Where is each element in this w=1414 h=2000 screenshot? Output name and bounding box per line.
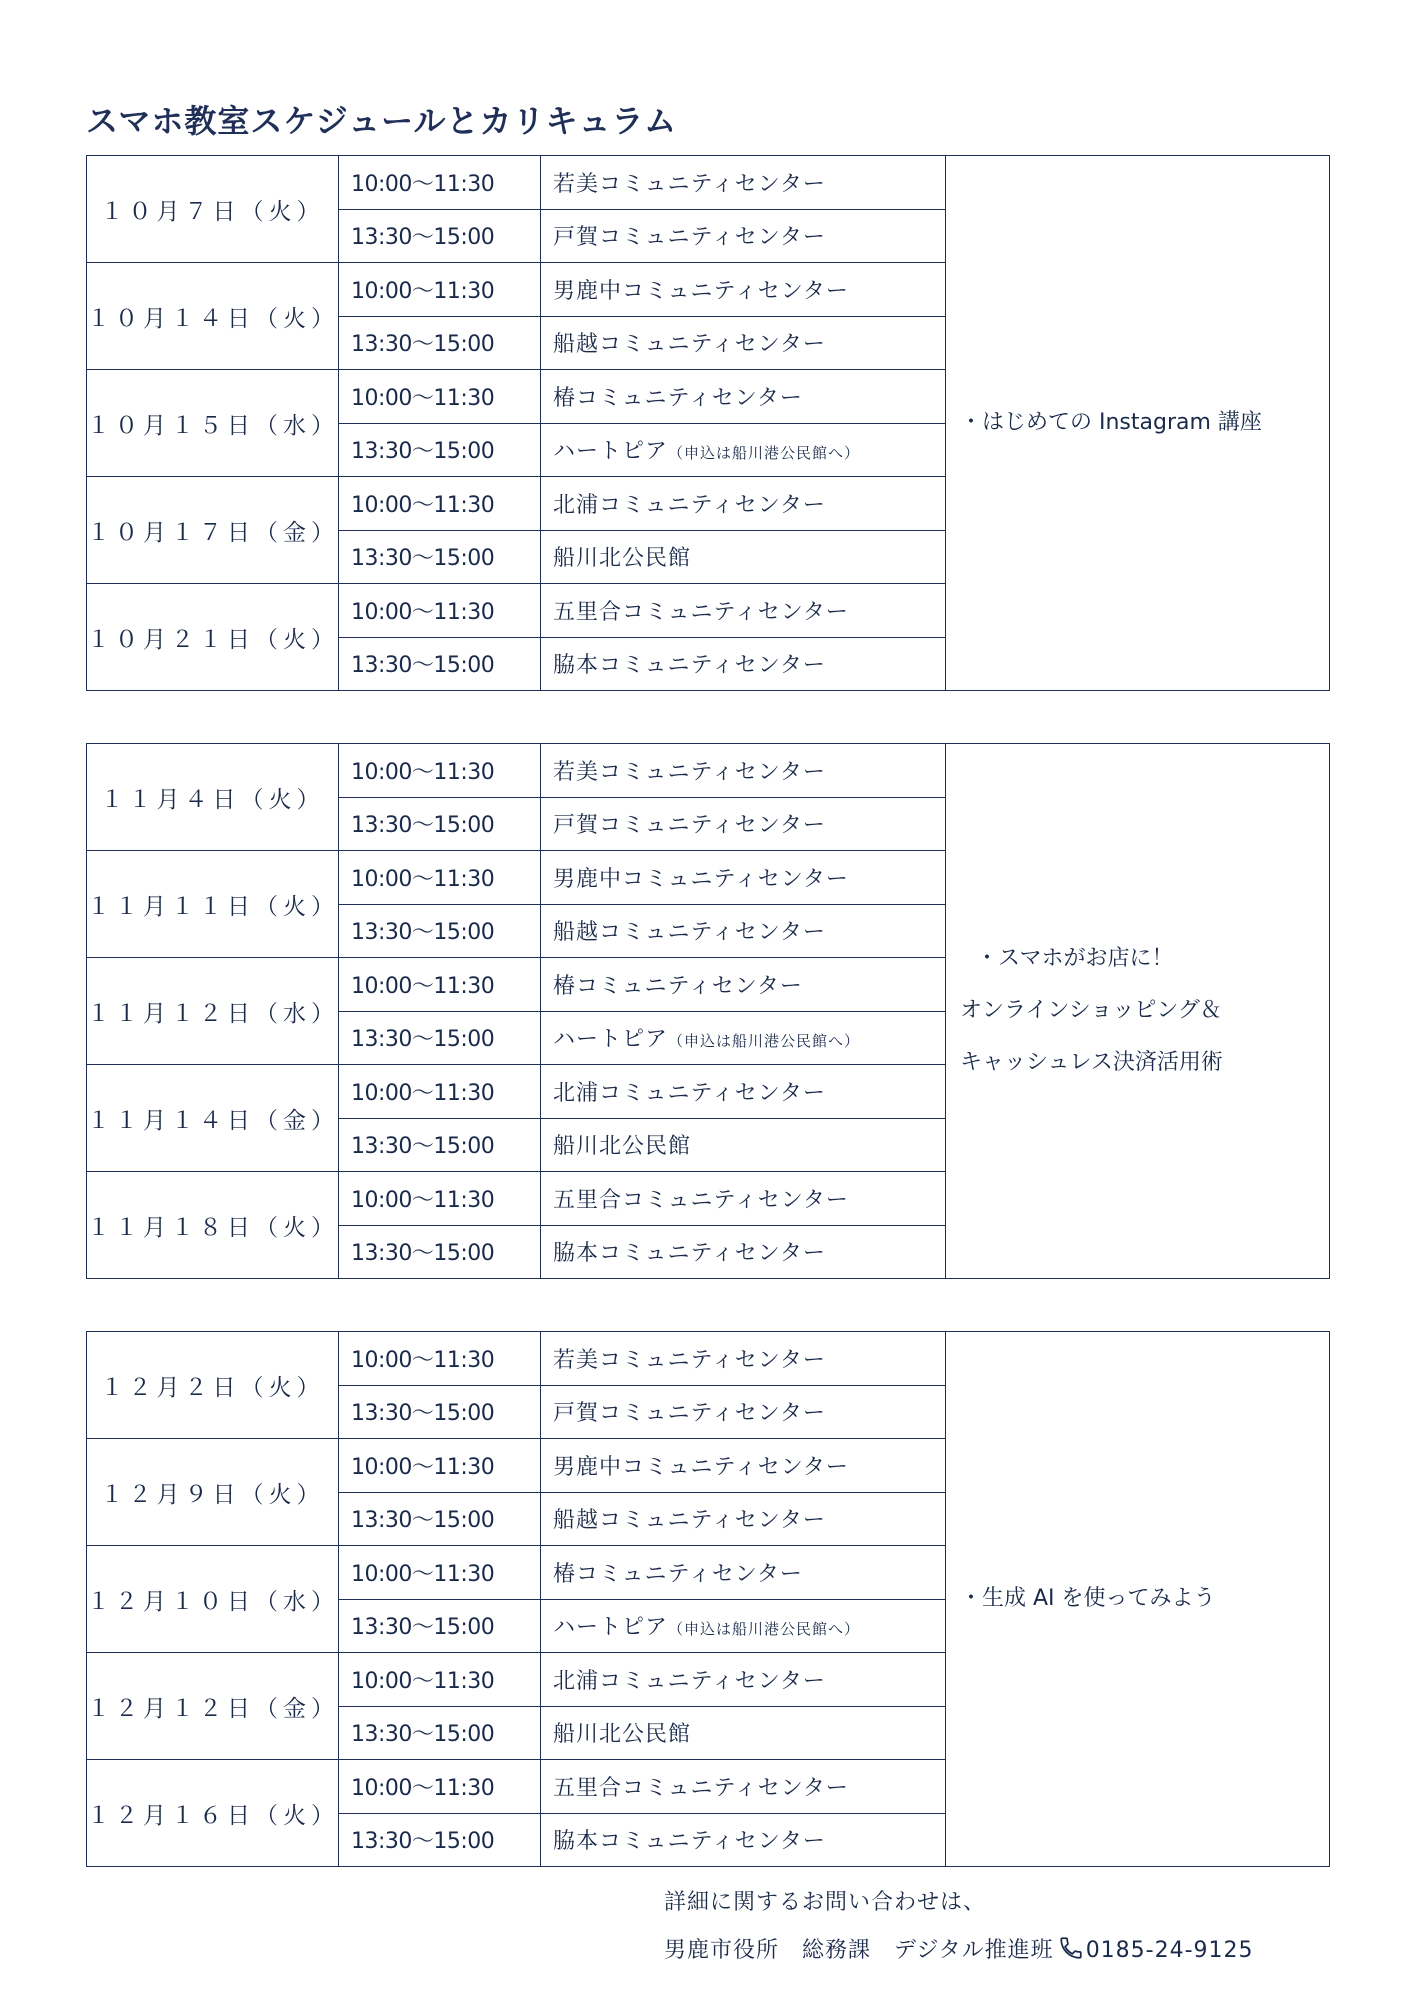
phone-icon <box>1058 1935 1084 1967</box>
venue-cell <box>541 1492 946 1546</box>
venue-name: 脇本コミュニティセンター <box>553 653 826 679</box>
contact-organization: 男鹿市役所 総務課 デジタル推進班 <box>664 1938 1054 1963</box>
venue-cell <box>541 1760 946 1814</box>
time-cell: 13:30〜15:00 <box>339 1599 541 1653</box>
curriculum-topic <box>946 156 1330 691</box>
venue-name: 戸賀コミュニティセンター <box>553 1401 826 1427</box>
time-cell: 10:00〜11:30 <box>339 851 541 905</box>
table-row <box>87 156 1330 210</box>
venue-note: （申込は船川港公民館へ） <box>668 1032 861 1051</box>
time-cell: 10:00〜11:30 <box>339 1332 541 1386</box>
date-cell: １１月１８日（火） <box>87 1172 339 1279</box>
venue-cell <box>541 851 946 905</box>
venue-name: 船川北公民館 <box>553 546 692 572</box>
venue-name: 椿コミュニティセンター <box>553 1561 803 1587</box>
venue-name: 戸賀コミュニティセンター <box>553 813 826 839</box>
date-cell: １１月１１日（火） <box>87 851 339 958</box>
venue-name: 脇本コミュニティセンター <box>553 1241 826 1267</box>
time-cell: 10:00〜11:30 <box>339 1760 541 1814</box>
time-cell: 10:00〜11:30 <box>339 1653 541 1707</box>
time-cell: 13:30〜15:00 <box>339 1813 541 1867</box>
topic-line: ・はじめての Instagram 講座 <box>960 410 1262 435</box>
venue-name: 船越コミュニティセンター <box>553 920 826 946</box>
time-cell: 13:30〜15:00 <box>339 1011 541 1065</box>
curriculum-topic <box>946 1332 1330 1867</box>
date-cell: １２月２日（火） <box>87 1332 339 1439</box>
schedule-table-october <box>86 155 1330 691</box>
venue-cell <box>541 1599 946 1653</box>
venue-name: 脇本コミュニティセンター <box>553 1829 826 1855</box>
time-cell: 13:30〜15:00 <box>339 1492 541 1546</box>
date-cell: １１月１４日（金） <box>87 1065 339 1172</box>
venue-cell <box>541 316 946 370</box>
venue-cell <box>541 1385 946 1439</box>
time-cell: 10:00〜11:30 <box>339 958 541 1012</box>
venue-name: 若美コミュニティセンター <box>553 759 826 785</box>
venue-name: 船越コミュニティセンター <box>553 1508 826 1534</box>
venue-name: 船川北公民館 <box>553 1134 692 1160</box>
venue-cell <box>541 530 946 584</box>
topic-line: キャッシュレス決済活用術 <box>960 1050 1223 1075</box>
time-cell: 10:00〜11:30 <box>339 744 541 798</box>
venue-note: （申込は船川港公民館へ） <box>668 444 861 463</box>
date-cell: １０月１７日（金） <box>87 477 339 584</box>
topic-line: ・生成 AI を使ってみよう <box>960 1586 1216 1611</box>
venue-cell <box>541 477 946 531</box>
contact-intro: 詳細に関するお問い合わせは、 <box>664 1890 987 1915</box>
time-cell: 10:00〜11:30 <box>339 1172 541 1226</box>
topic-line: ・スマホがお店に！ <box>976 946 1174 971</box>
date-cell: １２月１０日（水） <box>87 1546 339 1653</box>
table-row <box>87 1332 1330 1386</box>
time-cell: 10:00〜11:30 <box>339 370 541 424</box>
venue-name: 北浦コミュニティセンター <box>553 492 826 518</box>
schedule-table-december <box>86 1331 1330 1867</box>
venue-name: 若美コミュニティセンター <box>553 1347 826 1373</box>
venue-cell <box>541 156 946 210</box>
venue-name: 北浦コミュニティセンター <box>553 1668 826 1694</box>
venue-cell <box>541 1439 946 1493</box>
venue-cell <box>541 370 946 424</box>
venue-name: 椿コミュニティセンター <box>553 385 803 411</box>
contact-info <box>664 1933 1254 1967</box>
venue-note: （申込は船川港公民館へ） <box>668 1620 861 1639</box>
contact-phone: 0185-24-9125 <box>1085 1938 1254 1963</box>
date-cell: １０月２１日（火） <box>87 584 339 691</box>
venue-name: ハートピア <box>553 1615 669 1641</box>
date-cell: １２月１６日（火） <box>87 1760 339 1867</box>
venue-cell <box>541 637 946 691</box>
time-cell: 10:00〜11:30 <box>339 584 541 638</box>
venue-cell <box>541 904 946 958</box>
venue-name: 男鹿中コミュニティセンター <box>553 866 849 892</box>
topic-line: オンラインショッピング＆ <box>960 998 1222 1023</box>
venue-cell <box>541 1065 946 1119</box>
venue-cell <box>541 1332 946 1386</box>
venue-name: 五里合コミュニティセンター <box>553 1775 849 1801</box>
venue-cell <box>541 1546 946 1600</box>
venue-name: 船越コミュニティセンター <box>553 332 826 358</box>
time-cell: 10:00〜11:30 <box>339 1439 541 1493</box>
venue-name: ハートピア <box>553 1027 669 1053</box>
venue-cell <box>541 1118 946 1172</box>
date-cell: １０月１５日（水） <box>87 370 339 477</box>
time-cell: 13:30〜15:00 <box>339 423 541 477</box>
time-cell: 13:30〜15:00 <box>339 1706 541 1760</box>
table-row <box>87 744 1330 798</box>
time-cell: 13:30〜15:00 <box>339 1385 541 1439</box>
venue-cell <box>541 1813 946 1867</box>
time-cell: 10:00〜11:30 <box>339 477 541 531</box>
venue-cell <box>541 1653 946 1707</box>
time-cell: 13:30〜15:00 <box>339 904 541 958</box>
schedule-table-november <box>86 743 1330 1279</box>
time-cell: 13:30〜15:00 <box>339 637 541 691</box>
time-cell: 13:30〜15:00 <box>339 1118 541 1172</box>
venue-name: 男鹿中コミュニティセンター <box>553 1454 849 1480</box>
venue-cell <box>541 958 946 1012</box>
venue-name: 五里合コミュニティセンター <box>553 1187 849 1213</box>
venue-cell <box>541 1172 946 1226</box>
date-cell: １０月７日（火） <box>87 156 339 263</box>
time-cell: 13:30〜15:00 <box>339 797 541 851</box>
venue-cell <box>541 797 946 851</box>
time-cell: 13:30〜15:00 <box>339 209 541 263</box>
venue-name: 北浦コミュニティセンター <box>553 1080 826 1106</box>
venue-name: 椿コミュニティセンター <box>553 973 803 999</box>
time-cell: 13:30〜15:00 <box>339 1225 541 1279</box>
time-cell: 10:00〜11:30 <box>339 156 541 210</box>
time-cell: 13:30〜15:00 <box>339 530 541 584</box>
date-cell: １１月１２日（水） <box>87 958 339 1065</box>
venue-name: 船川北公民館 <box>553 1722 692 1748</box>
venue-name: 若美コミュニティセンター <box>553 171 826 197</box>
date-cell: １０月１４日（火） <box>87 263 339 370</box>
venue-name: 戸賀コミュニティセンター <box>553 225 826 251</box>
contact-note <box>664 1885 986 1916</box>
venue-name: 五里合コミュニティセンター <box>553 599 849 625</box>
venue-cell <box>541 584 946 638</box>
venue-cell <box>541 1011 946 1065</box>
date-cell: １２月１２日（金） <box>87 1653 339 1760</box>
time-cell: 10:00〜11:30 <box>339 1065 541 1119</box>
venue-name: 男鹿中コミュニティセンター <box>553 278 849 304</box>
time-cell: 10:00〜11:30 <box>339 1546 541 1600</box>
date-cell: １１月４日（火） <box>87 744 339 851</box>
venue-cell <box>541 263 946 317</box>
venue-cell <box>541 209 946 263</box>
curriculum-topic <box>946 744 1330 1279</box>
time-cell: 13:30〜15:00 <box>339 316 541 370</box>
page-title: スマホ教室スケジュールとカリキュラム <box>86 102 678 140</box>
time-cell: 10:00〜11:30 <box>339 263 541 317</box>
venue-cell <box>541 744 946 798</box>
venue-cell <box>541 1706 946 1760</box>
venue-name: ハートピア <box>553 439 669 465</box>
venue-cell <box>541 1225 946 1279</box>
venue-cell <box>541 423 946 477</box>
date-cell: １２月９日（火） <box>87 1439 339 1546</box>
